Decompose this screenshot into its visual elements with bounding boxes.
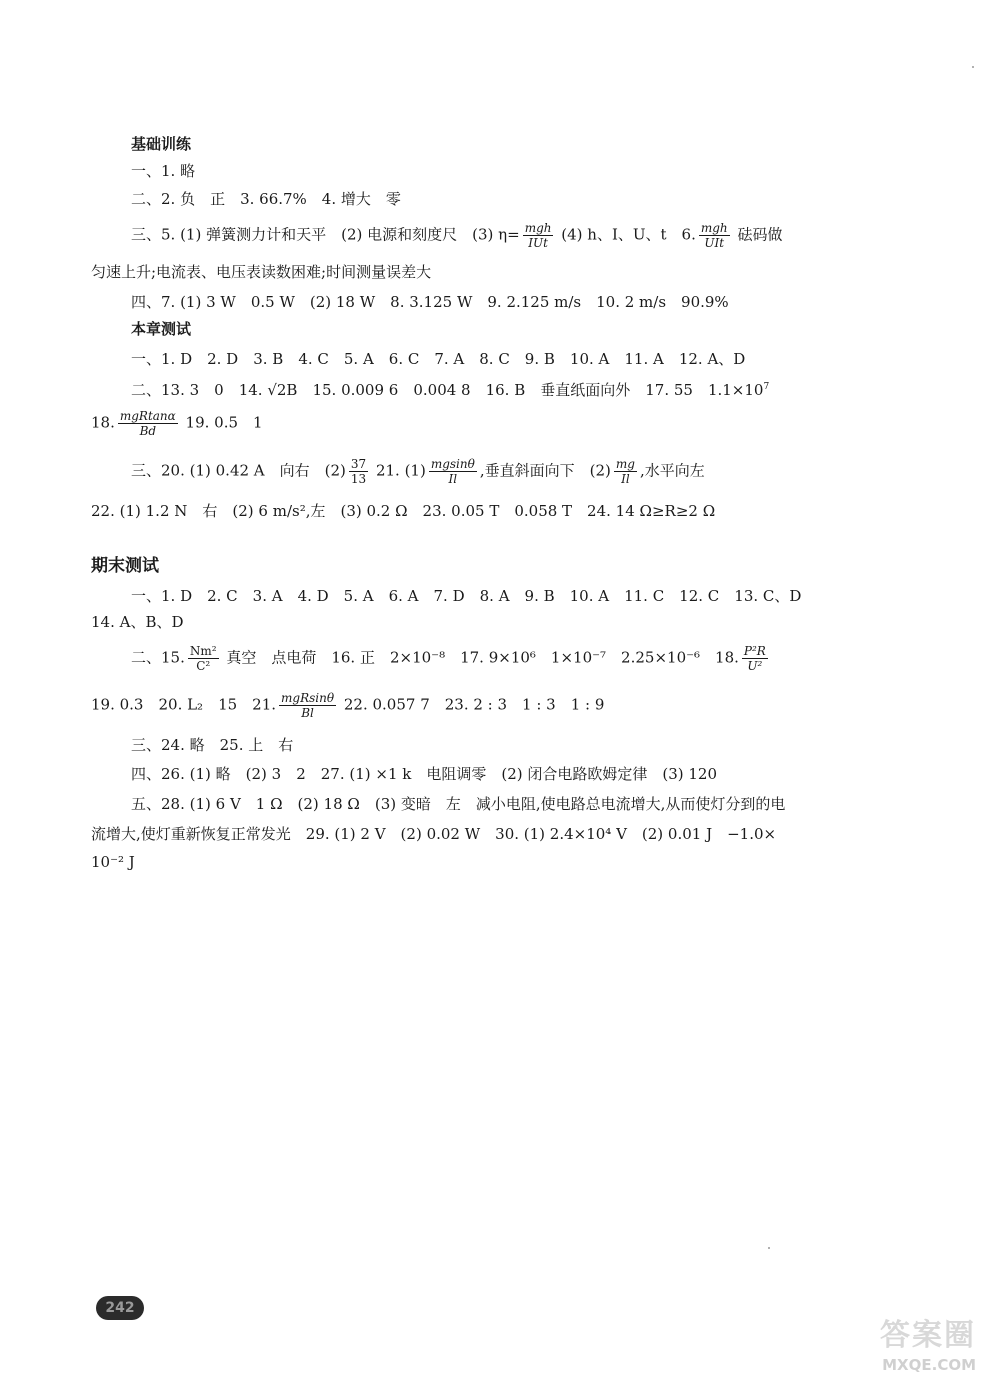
answer-line [131,222,782,249]
answer-line [91,692,604,719]
answer-text: (4) h、I、U、t 6. [561,225,696,244]
numerator: Nm² [189,644,217,658]
answer-text: 18. [91,413,115,432]
numerator: mgRtanα [119,409,176,423]
denominator: Bl [301,706,314,720]
numerator: mgsinθ [430,457,475,471]
answer-line: 22. (1) 1.2 N 右 (2) 6 m/s²,左 (3) 0.2 Ω 23. 0.05 T 0.058 T 24. 14 Ω≥R≥2 Ω [91,502,716,520]
answer-text: ,水平向左 [639,461,705,480]
denominator: UIt [704,236,725,250]
numerator: mgRsinθ [281,691,335,705]
fraction [349,458,368,485]
watermark-url-text: MXQE.COM [882,1356,976,1374]
fraction [188,645,219,672]
answer-text: 19. 0.3 20. L₂ 15 21. [91,695,277,714]
answer-text: 二、15. [131,648,185,667]
answer-line [131,458,705,485]
answer-line: 一、1. D 2. D 3. B 4. C 5. A 6. C 7. A 8. C 9. B 10. A 11. A 12. A、D [131,350,746,368]
exponent: 7 [763,382,770,392]
answer-text: 22. 0.057 7 23. 2 : 3 1 : 3 1 : 9 [343,695,605,714]
denominator: 13 [350,472,367,486]
denominator: Il [621,472,630,486]
numerator: mg [615,457,635,471]
fraction [742,645,768,672]
answer-line: 10⁻² J [91,853,135,871]
answer-text: 真空 点电荷 16. 正 2×10⁻⁸ 17. 9×10⁶ 1×10⁻⁷ 2.25×10⁻⁶ 18. [226,648,739,667]
answer-line: 14. A、B、D [91,613,184,631]
denominator: U² [747,659,763,673]
fraction [699,222,730,249]
denominator: Il [448,472,458,486]
section-title-chapter-test: 本章测试 [131,320,192,338]
numerator: mgh [524,221,552,235]
answer-line: 流增大,使灯重新恢复正常发光 29. (1) 2 V (2) 0.02 W 30. (1) 2.4×10⁴ V (2) 0.01 J −1.0× [91,825,777,843]
answer-line: 四、7. (1) 3 W 0.5 W (2) 18 W 8. 3.125 W 9. 2.125 m/s 10. 2 m/s 90.9% [131,293,729,311]
scan-speck [972,66,974,68]
answer-line [131,383,769,398]
fraction [614,458,637,485]
answer-text: ,垂直斜面向下 (2) [479,461,611,480]
answer-line: 三、24. 略 25. 上 右 [131,736,294,754]
watermark-main-text: 答案圈 [880,1318,976,1353]
answer-line: 一、1. D 2. C 3. A 4. D 5. A 6. A 7. D 8. A 9. B 10. A 11. C 12. C 13. C、D [131,587,802,605]
numerator: mgh [700,221,728,235]
scan-speck [768,1247,770,1249]
watermark-logo [816,1310,976,1372]
answer-line [131,645,771,672]
answer-text: 三、20. (1) 0.42 A 向右 (2) [131,461,346,480]
section-title-basic-training: 基础训练 [131,135,192,153]
answer-line: 二、2. 负 正 3. 66.7% 4. 增大 零 [131,190,401,208]
numerator: P²R [743,644,766,658]
denominator: C² [196,659,211,673]
answer-line: 一、1. 略 [131,162,196,180]
fraction [118,410,178,437]
answer-line: 五、28. (1) 6 V 1 Ω (2) 18 Ω (3) 变暗 左 减小电阻,使电路总电流增大,从而使灯分到的电 [131,795,786,813]
answer-text: 二、13. 3 0 14. √2B 15. 0.009 6 0.004 8 16. B 垂直纸面向外 17. 55 1.1×10 [131,381,764,399]
page-number: 242 [96,1296,144,1320]
fraction [523,222,554,249]
denominator: Bd [139,424,157,438]
fraction [429,458,477,485]
answer-text: 砝码做 [737,225,783,244]
answer-line: 四、26. (1) 略 (2) 3 2 27. (1) ×1 k 电阻调零 (2) 闭合电路欧姆定律 (3) 120 [131,765,718,783]
fraction [279,692,336,719]
numerator: 37 [350,457,367,471]
answer-text: 21. (1) [375,461,426,480]
answer-text: 19. 0.5 1 [185,413,263,432]
denominator: IUt [528,236,548,250]
answer-line [91,410,263,437]
answer-text: 三、5. (1) 弹簧测力计和天平 (2) 电源和刻度尺 (3) η= [131,225,520,244]
section-title-final-test: 期末测试 [91,556,159,576]
answer-line: 匀速上升;电流表、电压表读数困难;时间测量误差大 [91,263,432,281]
